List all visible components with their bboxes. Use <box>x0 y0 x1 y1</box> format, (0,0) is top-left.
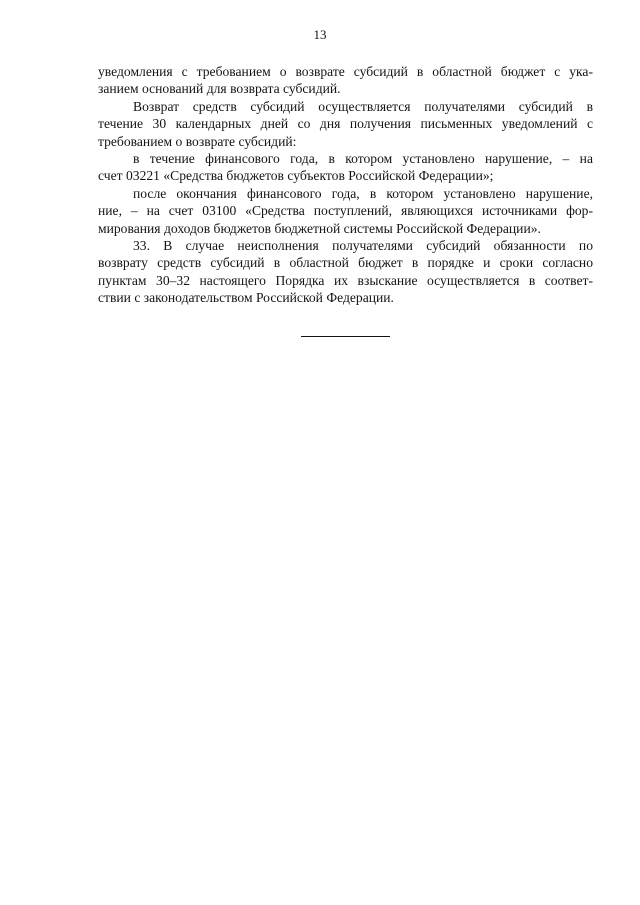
document-body <box>98 63 593 307</box>
text-line: счет 03221 «Средства бюджетов субъектов Российской Федерации»; <box>98 168 494 184</box>
text-line: занием оснований для возврата субсидий. <box>98 81 341 97</box>
text-line: в течение финансового года, в котором установлено нарушение, – на <box>133 151 593 167</box>
text-line: пунктам 30–32 настоящего Порядка их взыскание осуществляется в соответ- <box>98 272 593 288</box>
paragraph-after-year-account <box>98 185 593 237</box>
text-line: 33. В случае неисполнения получателями субсидий обязанности по <box>133 238 593 254</box>
page-number: 13 <box>313 27 327 42</box>
text-line: возврату средств субсидий в областной бюджет в порядке и сроки согласно <box>98 255 593 271</box>
text-line: течение 30 календарных дней со дня получения письменных уведомлений с <box>98 116 593 132</box>
text-line: после окончания финансового года, в котором установлено нарушение, <box>133 185 593 201</box>
paragraph-return-notice <box>98 63 593 98</box>
text-line: ние, – на счет 03100 «Средства поступлений, являющихся источниками фор- <box>98 203 593 219</box>
end-of-document-rule <box>301 336 390 337</box>
text-line: ствии с законодательством Российской Федерации. <box>98 290 394 306</box>
paragraph-current-year-account <box>98 150 593 185</box>
text-line: мирования доходов бюджетов бюджетной системы Российской Федерации». <box>98 220 541 236</box>
text-line: уведомления с требованием о возврате субсидий в областной бюджет с ука- <box>98 64 593 79</box>
paragraph-clause-33 <box>98 237 593 307</box>
text-line: Возврат средств субсидий осуществляется получателями субсидий в <box>133 98 593 114</box>
text-line: требованием о возврате субсидий: <box>98 133 297 149</box>
paragraph-return-terms <box>98 98 593 150</box>
